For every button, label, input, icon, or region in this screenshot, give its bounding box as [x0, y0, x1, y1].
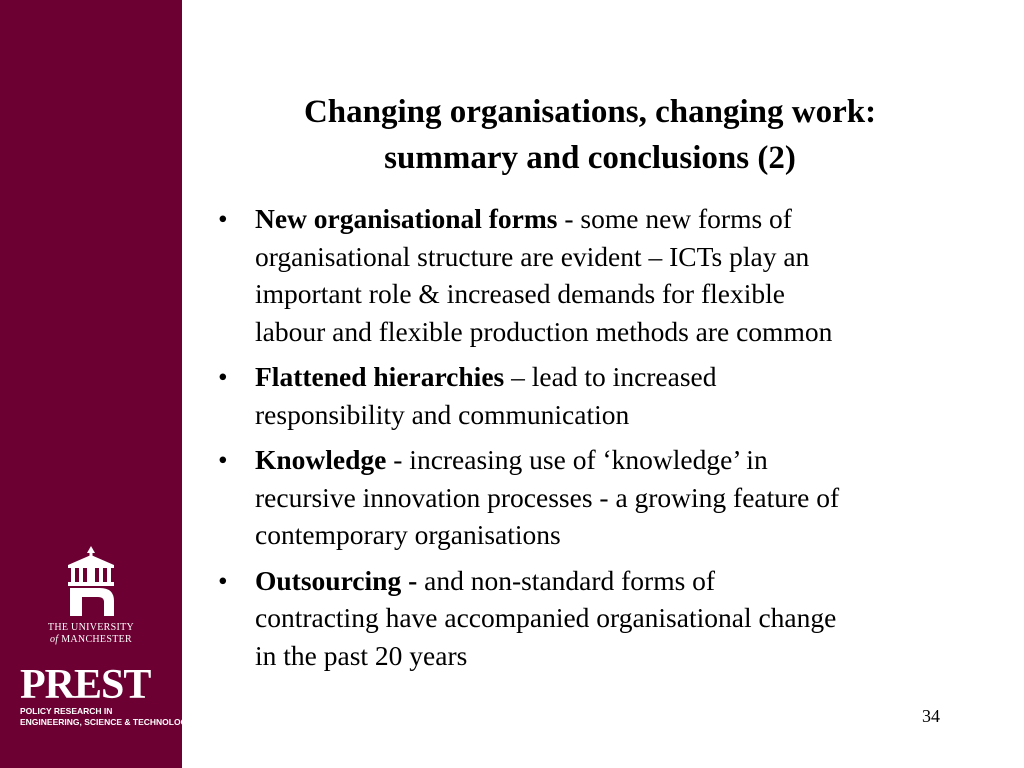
slide-title-line2: summary and conclusions (2)	[384, 140, 796, 176]
bullet-text-line: contracting have accompanied organisational change	[255, 602, 837, 633]
prest-logo: PREST	[20, 662, 151, 708]
slide-title-line1: Changing organisations, changing work:	[303, 94, 877, 130]
bullet-item	[218, 200, 998, 350]
university-name-line2: MANCHESTER	[61, 634, 132, 645]
bullet-term: Flattened hierarchies	[255, 361, 505, 392]
bullet-term: Outsourcing -	[255, 564, 418, 596]
bullet-term: Knowledge	[255, 444, 387, 475]
bullet-first-line	[255, 441, 998, 479]
bullet-text-line: labour and flexible production methods are common	[255, 315, 833, 347]
university-name	[0, 622, 182, 646]
bullet-list	[218, 200, 998, 682]
bullet-text-line: organisational structure are evident – ICTs play an	[255, 240, 810, 272]
bullet-text-line: important role & increased demands for flexible	[255, 278, 785, 309]
bullet-item	[218, 358, 998, 433]
bullet-text-line: in the past 20 years	[255, 639, 468, 671]
bullet-icon: •	[218, 361, 228, 392]
bullet-text: - some new forms of	[557, 203, 792, 234]
bullet-first-line	[255, 562, 998, 600]
bullet-text: - increasing use of ‘knowledge’ in	[386, 444, 768, 475]
bullet-item	[218, 562, 998, 675]
bullet-icon: •	[218, 564, 228, 596]
bullet-text: – lead to increased	[504, 361, 717, 392]
slide-title	[200, 89, 980, 181]
bullet-item	[218, 441, 998, 554]
sidebar	[0, 0, 193, 768]
bullet-first-line	[255, 358, 998, 396]
university-name-of: of	[50, 634, 59, 645]
bullet-icon: •	[218, 203, 228, 234]
slide-number: 34	[922, 706, 940, 726]
prest-tagline-line2: ENGINEERING, SCIENCE & TECHNOLOGY	[20, 717, 193, 727]
prest-tagline	[20, 706, 193, 728]
bullet-text-line: contemporary organisations	[255, 519, 561, 550]
university-name-line1: THE UNIVERSITY	[47, 622, 135, 633]
bullet-term: New organisational forms	[255, 203, 558, 234]
bullet-icon: •	[218, 444, 228, 475]
bullet-first-line	[255, 200, 998, 238]
bullet-text-line: responsibility and communication	[255, 398, 630, 430]
university-of-manchester-crest-icon	[62, 545, 120, 617]
prest-tagline-line1: POLICY RESEARCH IN	[20, 706, 113, 716]
bullet-text-line: recursive innovation processes - a growing feature of	[255, 481, 840, 513]
bullet-text: and non-standard forms of	[417, 564, 716, 596]
